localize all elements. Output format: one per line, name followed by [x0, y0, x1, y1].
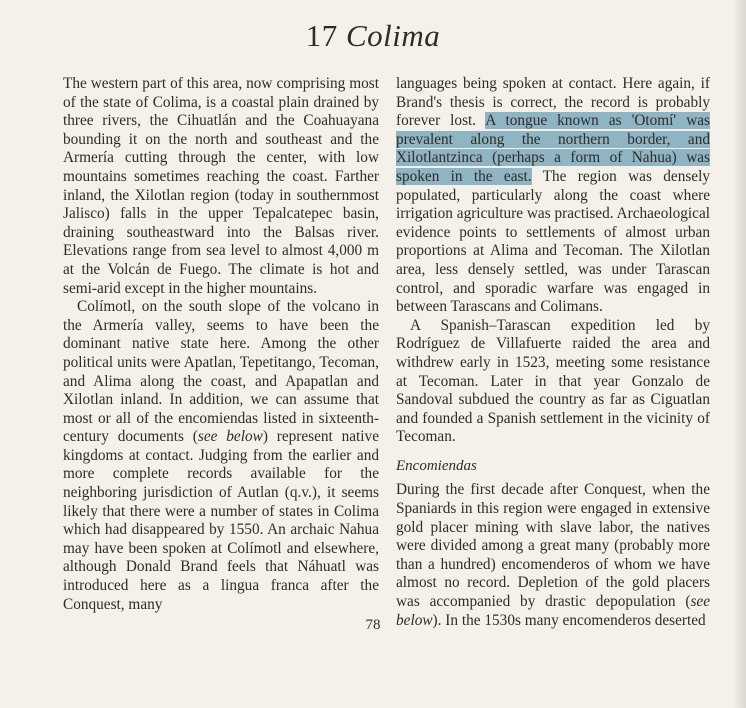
right-paragraph-3: [396, 481, 710, 630]
page-edge-shadow: [732, 0, 746, 708]
highlighted-text[interactable]: A tongue known as 'Otomí' was prevalent along the northern border, and Xilotlantzinca (perhaps a form of Nahua) was spoken in the east.: [396, 112, 710, 185]
see-below-reference: see below: [197, 428, 263, 446]
left-paragraph-2: [63, 298, 379, 614]
right-paragraph-2: A Spanish–Tarascan expedition led by Rodríguez de Villafuerte raided the area and withdrew early in 1523, meeting some resistance at Tecoman. Later in that year Gonzalo de Sandoval subdued the country as far as Ciguatlan and founded a Spanish settlement in the vicinity of Tecoman.: [396, 316, 710, 446]
chapter-title: [0, 18, 746, 54]
left-paragraph-2-text-a: Colímotl, on the south slope of the volcano in the Armería valley, seems to have been the dominant native state here. Among the other political units were Apatlan, Tepetitango, Tecoman, and Alima along the coast, and Apapatlan and Xilotlan inland. In addition, we can assume that most or all of the encomiendas listed in sixteenth-century documents (: [63, 298, 379, 446]
right-paragraph-1: [396, 75, 710, 317]
page-number: 78: [365, 617, 381, 633]
right-paragraph-3-text-b: ). In the 1530s many encomenderos deserted: [432, 611, 706, 629]
see-below-reference-2: see below: [396, 593, 710, 629]
left-paragraph-1: The western part of this area, now comprising most of the state of Colima, is a coastal plain drained by three rivers, the Cihuatlán and the Coahuayana bounding it on the north and southeast and the Armería cutting through the center, with low mountains sometimes reaching the coast. Farther inland, the Xilotlan region (today in southernmost Jalisco) falls in the upper Tepalcatepec basin, draining southeastward into the Balsas river. Elevations range from sea level to almost 4,000 m at the Volcán de Fuego. The climate is hot and semi-arid except in the higher mountains.: [63, 75, 379, 297]
chapter-name: Colima: [345, 18, 441, 53]
right-paragraph-1-text-a: languages being spoken at contact. Here again, if Brand's thesis is correct, the record is probably forever lost.: [396, 75, 710, 130]
right-paragraph-3-text-a: During the first decade after Conquest, when the Spaniards in this region were engaged in extensive gold placer mining with slave labor, the natives were divided among a great many (probably more than a hundred) encomenderos of whom we have almost no record. Depletion of the gold placers was accompanied by drastic depopulation (: [396, 481, 710, 611]
left-paragraph-2-text-b: ) represent native kingdoms at contact. Judging from the earlier and more complete records available for the neighboring jurisdiction of Autlan (q.v.), it seems likely that there were a number of states in Colima which had disappeared by 1550. An archaic Nahua may have been spoken at Colímotl and elsewhere, although Donald Brand feels that Náhuatl was introduced here as a lingua franca after the Conquest, many: [63, 428, 379, 613]
right-paragraph-1-text-b: The region was densely populated, particularly along the coast where irrigation agriculture was practised. Archaeological evidence points to settlements of almost urban proportions at Alima and Tecoman. The Xilotlan area, less densely settled, was under Tarascan control, and sporadic warfare was engaged in between Tarascans and Colimans.: [396, 167, 710, 316]
section-heading-encomiendas: Encomiendas: [396, 457, 477, 474]
left-column: [63, 75, 379, 614]
right-column: [396, 75, 710, 630]
chapter-number: 17: [305, 18, 338, 53]
